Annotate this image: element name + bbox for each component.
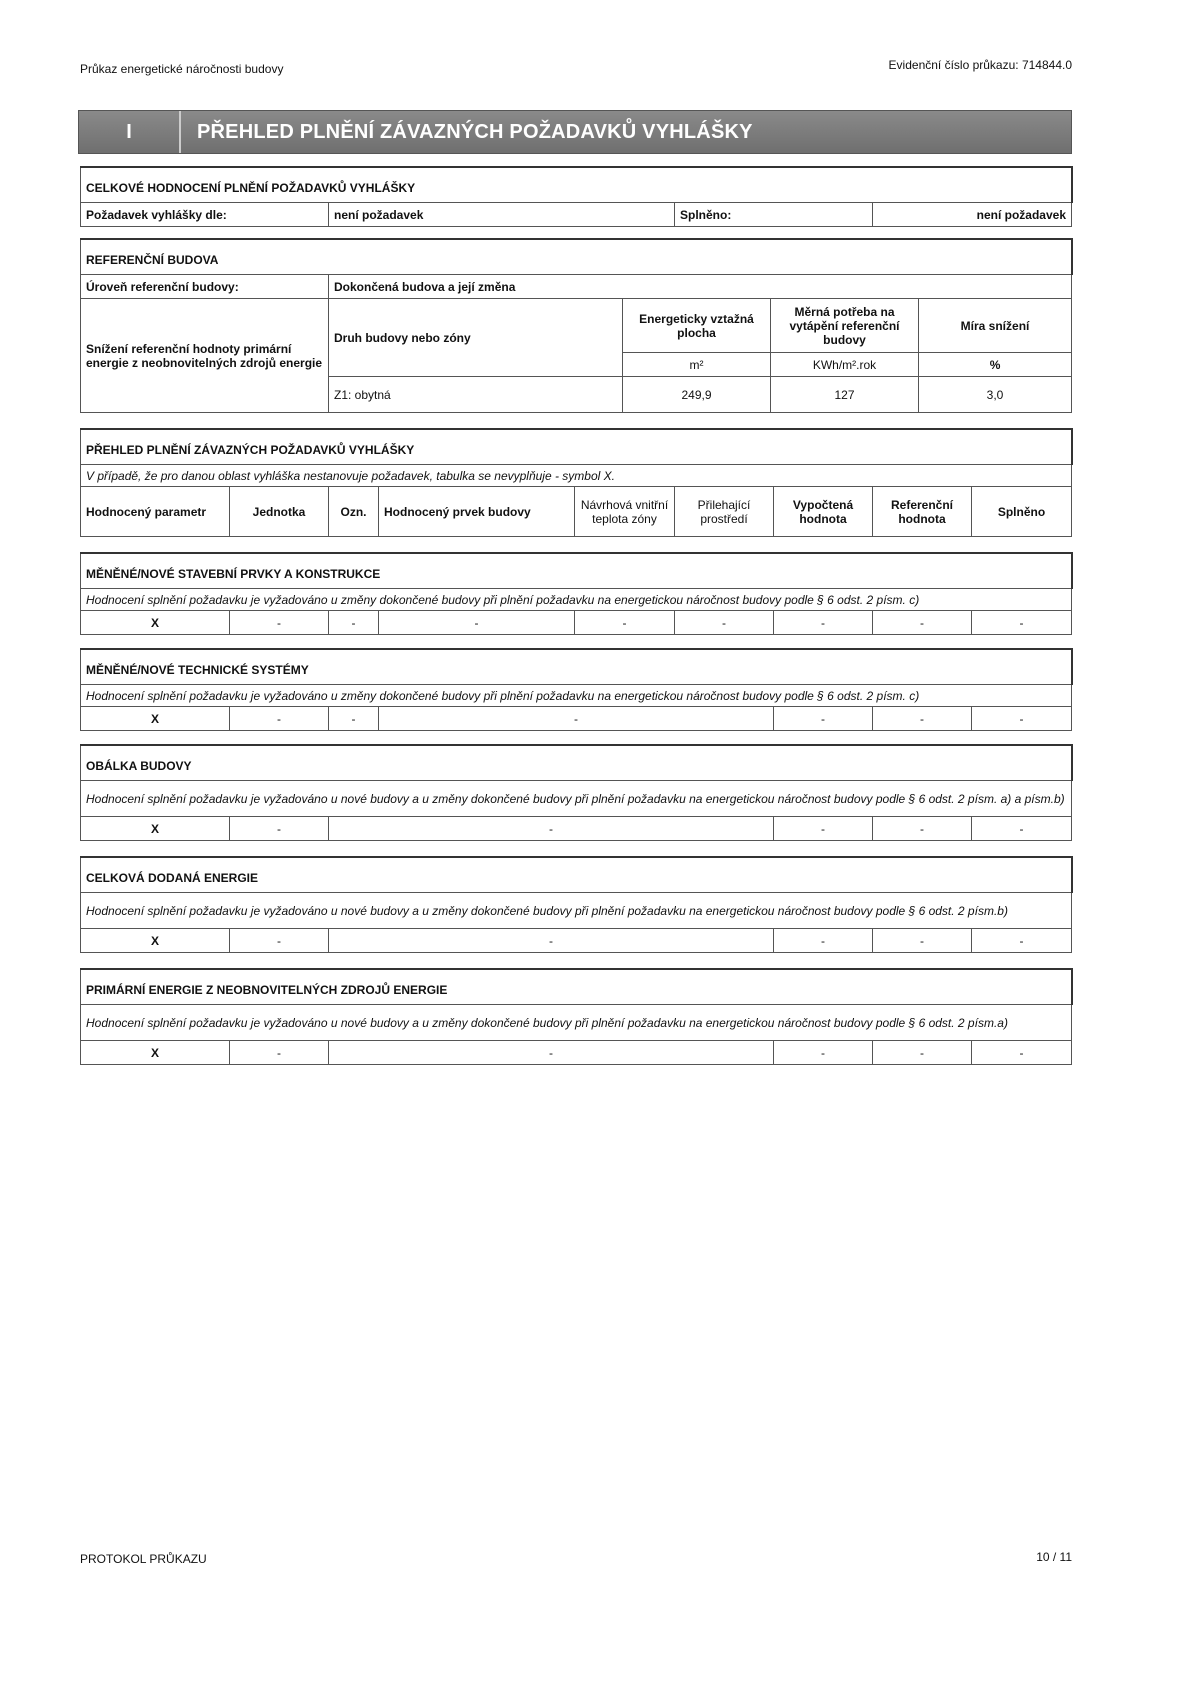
overall-evaluation-table	[80, 166, 1073, 227]
section-heading: OBÁLKA BUDOVY	[81, 745, 1072, 781]
cell-reference: -	[873, 707, 972, 731]
unit-rate: %	[919, 353, 1072, 377]
cell-calculated: -	[774, 1041, 873, 1065]
cell-calculated: -	[774, 817, 873, 841]
cell-temperature: -	[575, 611, 675, 635]
page-number: 10 / 11	[1036, 1550, 1072, 1564]
cell-reference: -	[873, 817, 972, 841]
section-number: I	[79, 111, 181, 153]
col-unit: Jednotka	[230, 487, 329, 537]
col-building-type: Druh budovy nebo zóny	[329, 299, 623, 377]
footer-protocol-label: PROTOKOL PRŮKAZU	[80, 1552, 207, 1566]
section-technical-systems	[80, 648, 1073, 731]
unit-area: m²	[623, 353, 771, 377]
reduction-label: Snížení referenční hodnoty primární energie z neobnovitelných zdrojů energie	[81, 299, 329, 413]
cell-fulfilled: -	[972, 929, 1072, 953]
cell-parameter: X	[81, 1041, 230, 1065]
cell-calculated: -	[774, 611, 873, 635]
reference-heading: REFERENČNÍ BUDOVA	[81, 239, 1072, 275]
fulfilled-label: Splněno:	[675, 203, 873, 227]
col-element: Hodnocený prvek budovy	[379, 487, 575, 537]
cell-unit: -	[230, 929, 329, 953]
cell-parameter: X	[81, 707, 230, 731]
cell-fulfilled: -	[972, 1041, 1072, 1065]
cell-mark: -	[329, 611, 379, 635]
reference-level-label: Úroveň referenční budovy:	[81, 275, 329, 299]
col-design-temperature: Návrhová vnitřní teplota zóny	[575, 487, 675, 537]
cell-environment: -	[675, 611, 774, 635]
cell-unit: -	[230, 707, 329, 731]
cell-element: -	[379, 611, 575, 635]
cell-reference: -	[873, 929, 972, 953]
section-total-delivered-energy	[80, 856, 1073, 953]
overview-heading: PŘEHLED PLNĚNÍ ZÁVAZNÝCH POŽADAVKŮ VYHLÁŠKY	[81, 429, 1072, 465]
cell-fulfilled: -	[972, 611, 1072, 635]
section-heading: PRIMÁRNÍ ENERGIE Z NEOBNOVITELNÝCH ZDROJŮ ENERGIE	[81, 969, 1072, 1005]
zone-name: Z1: obytná	[329, 377, 623, 413]
section-building-elements	[80, 552, 1073, 635]
requirement-value: není požadavek	[329, 203, 675, 227]
cell-unit: -	[230, 1041, 329, 1065]
zone-rate: 3,0	[919, 377, 1072, 413]
col-reduction-rate: Míra snížení	[919, 299, 1072, 353]
section-title-bar	[78, 110, 1072, 154]
header-certificate-number: Evidenční číslo průkazu: 714844.0	[888, 58, 1072, 72]
zone-area: 249,9	[623, 377, 771, 413]
cell-reference: -	[873, 611, 972, 635]
cell-element: -	[379, 707, 774, 731]
section-note: Hodnocení splnění požadavku je vyžadováno u nové budovy a u změny dokončené budovy při plnění požadavku na energetickou náročnost budovy podle § 6 odst. 2 písm.b)	[81, 893, 1072, 929]
zone-heating: 127	[771, 377, 919, 413]
cell-unit: -	[230, 611, 329, 635]
col-mark: Ozn.	[329, 487, 379, 537]
col-heating-demand: Měrná potřeba na vytápění referenční budovy	[771, 299, 919, 353]
col-reference-value: Referenční hodnota	[873, 487, 972, 537]
cell-element: -	[329, 929, 774, 953]
col-fulfilled: Splněno	[972, 487, 1072, 537]
section-title: PŘEHLED PLNĚNÍ ZÁVAZNÝCH POŽADAVKŮ VYHLÁŠKY	[197, 121, 753, 143]
col-reference-area: Energeticky vztažná plocha	[623, 299, 771, 353]
header-document-title: Průkaz energetické náročnosti budovy	[80, 62, 284, 76]
requirement-label: Požadavek vyhlášky dle:	[81, 203, 329, 227]
cell-reference: -	[873, 1041, 972, 1065]
overview-table	[80, 428, 1073, 537]
cell-fulfilled: -	[972, 707, 1072, 731]
cell-element: -	[329, 817, 774, 841]
section-heading: MĚNĚNÉ/NOVÉ STAVEBNÍ PRVKY A KONSTRUKCE	[81, 553, 1072, 589]
section-heading: CELKOVÁ DODANÁ ENERGIE	[81, 857, 1072, 893]
col-parameter: Hodnocený parametr	[81, 487, 230, 537]
cell-parameter: X	[81, 817, 230, 841]
section-note: Hodnocení splnění požadavku je vyžadováno u nové budovy a u změny dokončené budovy při plnění požadavku na energetickou náročnost budovy podle § 6 odst. 2 písm. a) a písm.b)	[81, 781, 1072, 817]
section-building-envelope	[80, 744, 1073, 841]
col-adjacent-environment: Přilehající prostředí	[675, 487, 774, 537]
col-calculated-value: Vypočtená hodnota	[774, 487, 873, 537]
cell-calculated: -	[774, 707, 873, 731]
cell-element: -	[329, 1041, 774, 1065]
section-note: Hodnocení splnění požadavku je vyžadováno u změny dokončené budovy při plnění požadavku na energetickou náročnost budovy podle § 6 odst. 2 písm. c)	[81, 589, 1072, 611]
cell-calculated: -	[774, 929, 873, 953]
cell-fulfilled: -	[972, 817, 1072, 841]
overview-note: V případě, že pro danou oblast vyhláška nestanovuje požadavek, tabulka se nevyplňuje - symbol X.	[81, 465, 1072, 487]
overall-heading: CELKOVÉ HODNOCENÍ PLNĚNÍ POŽADAVKŮ VYHLÁŠKY	[81, 167, 1072, 203]
reference-level-value: Dokončená budova a její změna	[329, 275, 1072, 299]
cell-unit: -	[230, 817, 329, 841]
cell-parameter: X	[81, 929, 230, 953]
section-heading: MĚNĚNÉ/NOVÉ TECHNICKÉ SYSTÉMY	[81, 649, 1072, 685]
reference-building-table	[80, 238, 1073, 413]
section-primary-energy	[80, 968, 1073, 1065]
fulfilled-value: není požadavek	[873, 203, 1072, 227]
cell-parameter: X	[81, 611, 230, 635]
section-note: Hodnocení splnění požadavku je vyžadováno u nové budovy a u změny dokončené budovy při plnění požadavku na energetickou náročnost budovy podle § 6 odst. 2 písm.a)	[81, 1005, 1072, 1041]
section-note: Hodnocení splnění požadavku je vyžadováno u změny dokončené budovy při plnění požadavku na energetickou náročnost budovy podle § 6 odst. 2 písm. c)	[81, 685, 1072, 707]
unit-heating: KWh/m².rok	[771, 353, 919, 377]
cell-mark: -	[329, 707, 379, 731]
